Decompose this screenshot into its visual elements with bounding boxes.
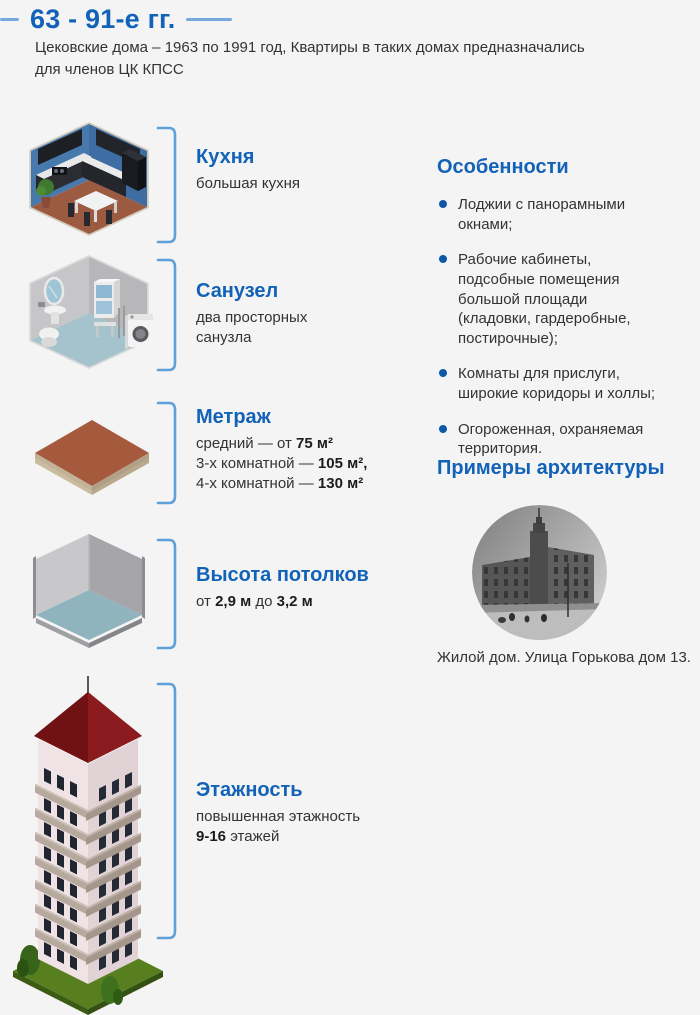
- ceiling-height-icon: [22, 521, 157, 659]
- photo-caption: Жилой дом. Улица Горькова дом 13.: [437, 649, 691, 666]
- bracket-floors-icon: [156, 682, 178, 940]
- text-line: от 2,9 м до 3,2 м: [196, 593, 313, 610]
- bullet-dot-icon: [439, 425, 447, 433]
- feature-item: [439, 250, 667, 348]
- text-line: 4-х комнатной — 130 м²: [196, 474, 364, 492]
- row-ceiling-height: [196, 564, 369, 612]
- text-line: санузла: [196, 328, 252, 346]
- bracket-ceiling-height-icon: [156, 538, 178, 650]
- building-photo-icon: [472, 505, 607, 640]
- row-title-floors: Этажность: [196, 779, 303, 801]
- kitchen-icon: [22, 113, 157, 245]
- row-body-kitchen: [196, 174, 300, 194]
- examples-title: Примеры архитектуры: [437, 457, 665, 479]
- feature-text: Комнаты для прислуги, широкие коридоры и холлы;: [458, 365, 656, 403]
- bathroom-icon: [22, 246, 157, 378]
- room-corner-illustration: [22, 521, 157, 659]
- feature-item: [439, 364, 667, 403]
- row-bathroom: [196, 280, 307, 348]
- header: [0, 6, 232, 33]
- features-list: [439, 195, 667, 459]
- bullet-dot-icon: [439, 255, 447, 263]
- row-body-ceiling-height: [196, 592, 369, 612]
- bracket-kitchen-icon: [156, 126, 178, 244]
- feature-item: [439, 195, 667, 234]
- floor-slab-illustration: [25, 398, 160, 506]
- row-title-bathroom: Санузел: [196, 280, 279, 302]
- row-body-bathroom: [196, 308, 307, 348]
- bullet-dot-icon: [439, 369, 447, 377]
- feature-text: Рабочие кабинеты, подсобные помещения большой площади (кладовки, гардеробные, постирочные);: [458, 251, 631, 347]
- building-icon: [8, 676, 168, 1015]
- row-floors: [196, 779, 360, 847]
- historic-building-photo: [472, 505, 607, 640]
- row-body-floor-area: [196, 434, 367, 494]
- feature-text: Лоджии с панорамными окнами;: [458, 196, 626, 233]
- text-line: два просторных: [196, 309, 308, 326]
- bullet-dot-icon: [439, 200, 447, 208]
- feature-item: [439, 420, 667, 459]
- bathroom-room-illustration: [22, 246, 157, 378]
- text-line: 9-16 этажей: [196, 827, 280, 845]
- floor-area-icon: [25, 398, 160, 506]
- feature-text: Огороженная, охраняемая территория.: [458, 420, 644, 458]
- page-subtitle: Цековские дома – 1963 по 1991 год, Квартиры в таких домах предназначались для членов ЦК КПСС: [35, 39, 585, 79]
- features-title: Особенности: [437, 156, 569, 178]
- text-line: повышенная этажность: [196, 808, 361, 825]
- page-title: 63 - 91-е гг.: [30, 4, 176, 34]
- kitchen-room-illustration: [22, 113, 157, 245]
- title-dash-left-icon: [0, 18, 19, 21]
- bracket-bathroom-icon: [156, 258, 178, 372]
- row-floor-area: [196, 406, 367, 494]
- title-dash-right-icon: [186, 18, 232, 21]
- bracket-floor-area-icon: [156, 401, 178, 505]
- row-title-kitchen: Кухня: [196, 146, 255, 168]
- row-title-ceiling-height: Высота потолков: [196, 564, 369, 586]
- text-line: большая кухня: [196, 175, 300, 192]
- text-line: 3-х комнатной — 105 м²,: [196, 454, 368, 472]
- row-title-floor-area: Метраж: [196, 406, 271, 428]
- apartment-tower-illustration: [8, 676, 168, 1015]
- row-kitchen: [196, 146, 300, 194]
- row-body-floors: [196, 807, 360, 847]
- text-line: средний — от 75 м²: [196, 435, 333, 452]
